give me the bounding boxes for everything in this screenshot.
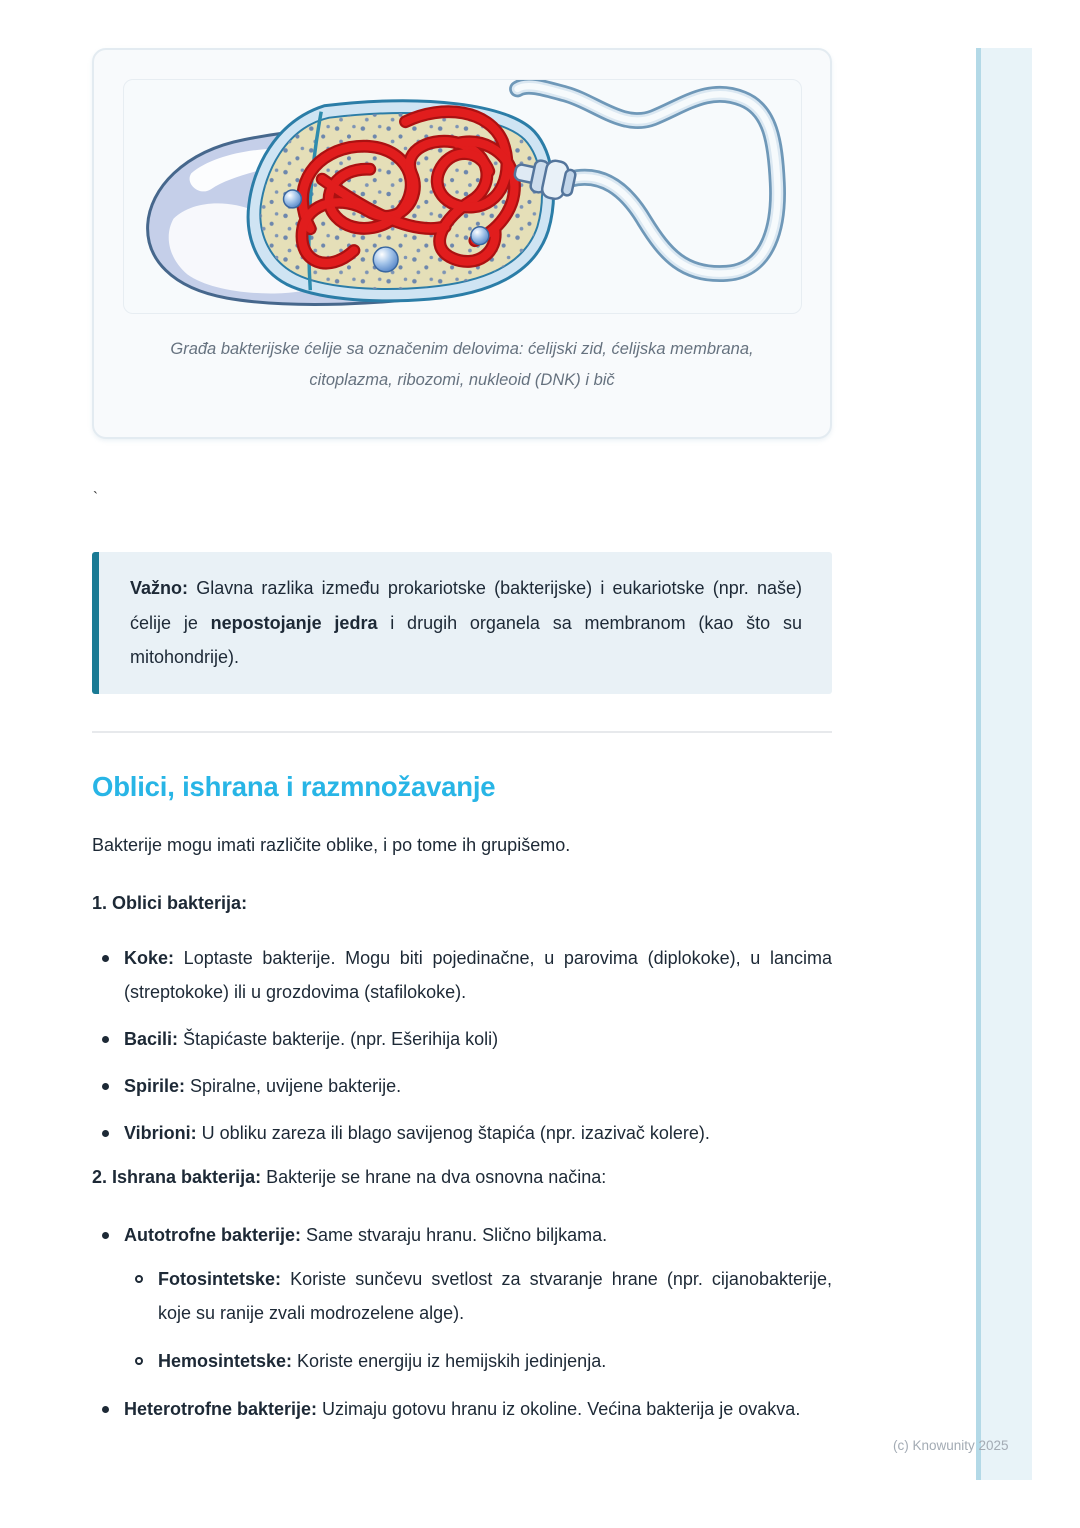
shapes-list-title: 1. Oblici bakterija:	[92, 892, 248, 913]
stray-backtick: `	[93, 489, 98, 506]
shapes-list	[92, 941, 832, 1150]
callout-text: Važno: Glavna razlika između prokariotske (bakterijske) i eukariotske (npr. naše) ćelije je nepostojanje jedra i drugih organela sa membranom (kao što su mitohondrije).	[130, 578, 803, 667]
important-callout	[92, 552, 832, 694]
list-item-autotrofne: Autotrofne bakterije: Same stvaraju hranu. Slično biljkama. Fotosintetske: Koriste sunčevu svetlost za stvaranje hrane (npr. cijanobakterije, koje su ranije zvali modrozelene alge). Hemosintetske: Koriste energiju iz hemijskih jedinjenja.	[124, 1218, 832, 1378]
section-heading: Oblici, ishrana i razmnožavanje	[92, 770, 496, 802]
nutrition-list-title: 2. Ishrana bakterija: Bakterije se hrane na dva osnovna načina:	[92, 1166, 607, 1187]
autotrofne-sublist	[124, 1262, 832, 1378]
section-divider	[92, 731, 832, 733]
page-edge-band	[976, 48, 1032, 1480]
section-intro: Bakterije mogu imati različite oblike, i po tome ih grupišemo.	[92, 834, 571, 855]
bacterium-illustration	[123, 79, 802, 314]
list-item-koke: Koke: Loptaste bakterije. Mogu biti pojedinačne, u parovima (diplokoke), u lancima (streptokoke) ili u grozdovima (stafilokoke).	[124, 941, 832, 1009]
page-content	[92, 48, 832, 1439]
list-item-vibrioni: Vibrioni: U obliku zareza ili blago savijenog štapića (npr. izazivač kolere).	[124, 1116, 832, 1150]
nutrition-list	[92, 1218, 832, 1426]
bacterium-cell-icon	[124, 80, 801, 313]
watermark: (c) Knowunity 2025	[893, 1438, 1009, 1453]
figure-caption: Građa bakterijske ćelije sa označenim delovima: ćelijski zid, ćelijska membrana, citoplazma, ribozomi, nukleoid (DNK) i bič	[170, 340, 754, 389]
list-item-hemosintetske: Hemosintetske: Koriste energiju iz hemijskih jedinjenja.	[158, 1344, 832, 1378]
list-item-heterotrofne: Heterotrofne bakterije: Uzimaju gotovu hranu iz okoline. Većina bakterija je ovakva.	[124, 1392, 832, 1426]
figure-card	[92, 48, 832, 439]
list-item-spirile: Spirile: Spiralne, uvijene bakterije.	[124, 1069, 832, 1103]
list-item-fotosintetske: Fotosintetske: Koriste sunčevu svetlost za stvaranje hrane (npr. cijanobakterije, koje su ranije zvali modrozelene alge).	[158, 1262, 832, 1330]
list-item-bacili: Bacili: Štapićaste bakterije. (npr. Ešerihija koli)	[124, 1022, 832, 1056]
callout-label: Važno:	[130, 578, 189, 598]
